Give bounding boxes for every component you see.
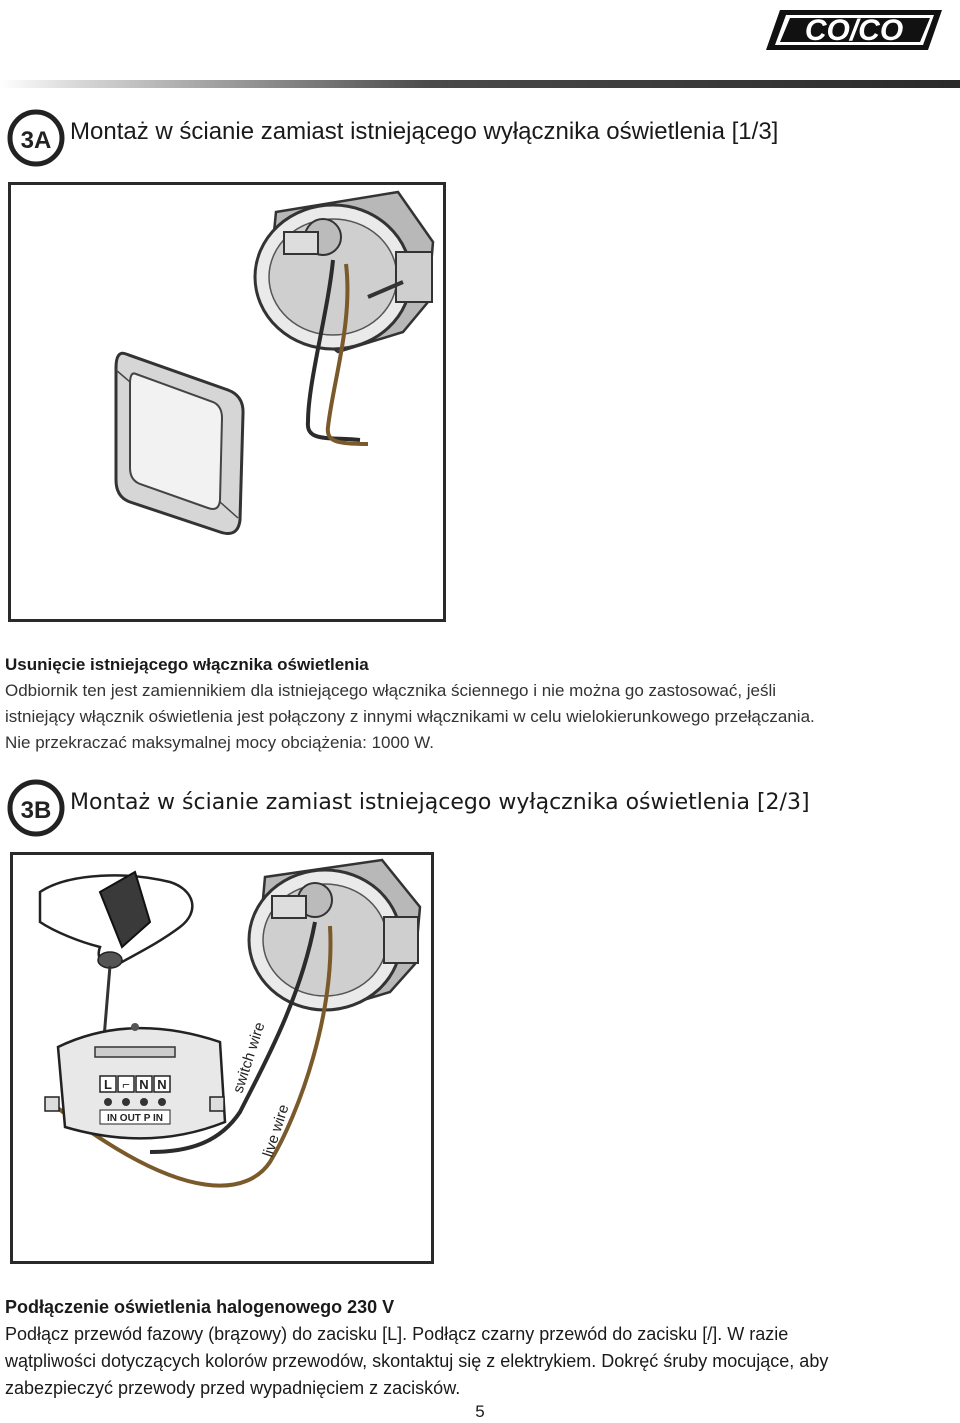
paragraph-line: Odbiornik ten jest zamiennikiem dla istniejącego włącznika ściennego i nie można go zastosować, jeśli bbox=[5, 681, 777, 700]
subheading-3b: Podłączenie oświetlenia halogenowego 230 V bbox=[5, 1297, 395, 1317]
step-badge-3b bbox=[6, 778, 66, 838]
paragraph-line: istniejący włącznik oświetlenia jest połączony z innymi włącznikami w celu wielokierunkowego przełączania. bbox=[5, 707, 815, 726]
subheading-3a: Usunięcie istniejącego włącznika oświetlenia bbox=[5, 655, 369, 674]
step-badge-3a bbox=[6, 108, 66, 168]
live-wire-label: live wire bbox=[259, 1102, 293, 1160]
badge-label-3b: 3B bbox=[20, 797, 52, 824]
section-title-3b: Montaż w ścianie zamiast istniejącego wyłącznika oświetlenia [2/3] bbox=[70, 790, 810, 815]
logo-text: CO/CO bbox=[804, 14, 904, 47]
text-block-3a bbox=[5, 652, 955, 756]
terminal-switch: ⌐ bbox=[122, 1077, 130, 1092]
terminal-bottom-labels: IN OUT P IN bbox=[107, 1113, 163, 1124]
coco-logo bbox=[766, 6, 942, 54]
text-block-3b bbox=[5, 1294, 955, 1402]
badge-label-3a: 3A bbox=[20, 127, 52, 154]
wall-box-icon bbox=[249, 860, 420, 1010]
paragraph-line: Nie przekraczać maksymalnej mocy obciążenia: 1000 W. bbox=[5, 733, 434, 752]
terminal-n2: N bbox=[157, 1077, 167, 1092]
illustration-switch-removal bbox=[8, 182, 446, 622]
page-number: 5 bbox=[475, 1402, 485, 1421]
header-rule bbox=[0, 80, 960, 88]
illustration-wiring-module bbox=[10, 852, 434, 1264]
paragraph-line: Podłącz przewód fazowy (brązowy) do zacisku [L]. Podłącz czarny przewód do zacisku [/]. W razie bbox=[5, 1324, 789, 1344]
terminal-l: L bbox=[104, 1077, 112, 1092]
section-title-3a: Montaż w ścianie zamiast istniejącego wyłącznika oświetlenia [1/3] bbox=[70, 118, 779, 145]
terminal-n1: N bbox=[139, 1077, 149, 1092]
paragraph-line: wątpliwości dotyczących kolorów przewodów, skontaktuj się z elektrykiem. Dokręć śruby mocujące, aby bbox=[5, 1351, 829, 1371]
paragraph-line: zabezpieczyć przewody przed wypadnięciem z zacisków. bbox=[5, 1378, 461, 1398]
switch-wire-label: switch wire bbox=[229, 1020, 269, 1096]
